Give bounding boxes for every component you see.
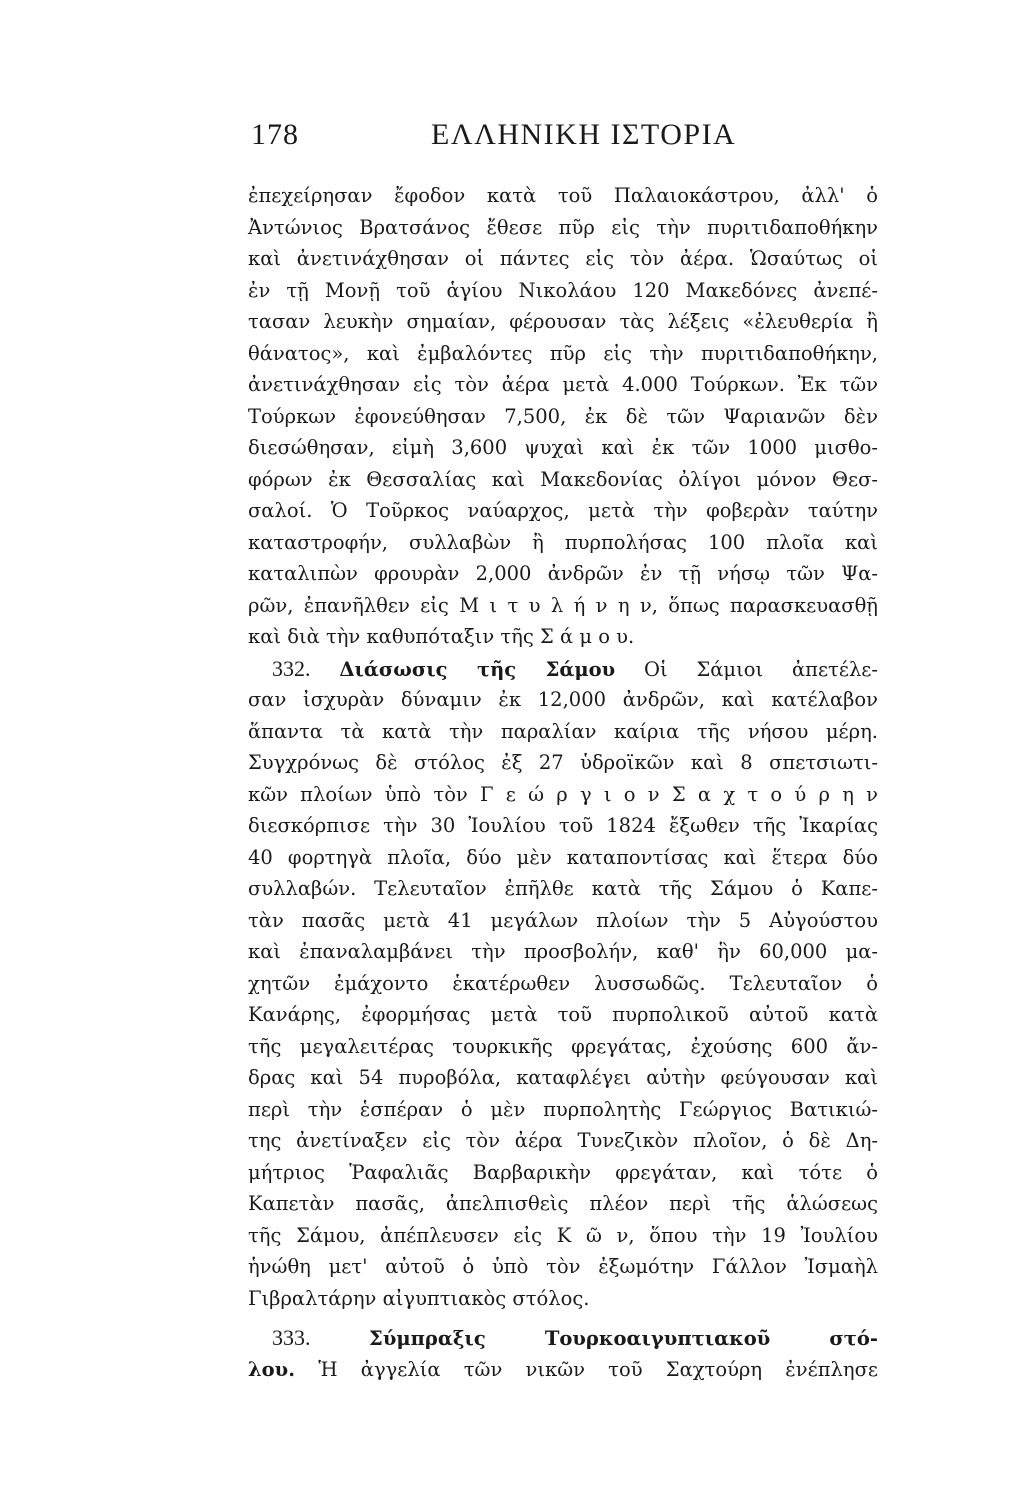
text-line: ἡνώθη μετ' αὐτοῦ ὁ ὑπὸ τὸν ἐξωμότην Γάλλον Ἰσμαὴλ (248, 1255, 878, 1278)
text-line: καὶ ἀνετινάχθησαν οἱ πάντες εἰς τὸν ἀέρα. Ὡσαύτως οἱ (248, 247, 878, 270)
text-line: ἐπεχείρησαν ἔφοδον κατὰ τοῦ Παλαιοκάστρου, ἀλλ' ὁ (248, 184, 878, 207)
text-line: Γιβραλτάρην αἰγυπτιακὸς στόλος. (248, 1286, 590, 1310)
section-text: Οἱ Σάμιοι ἀπετέλε- (644, 657, 879, 681)
section-title: Σύμπραξις Τουρκοαιγυπτιακοῦ στό- (369, 1327, 879, 1350)
section-333-second-line (248, 1354, 878, 1386)
text-line: Συγχρόνως δὲ στόλος ἐξ 27 ὑδροϊκῶν καὶ 8 σπετσιωτι- (248, 751, 878, 774)
text-line: χητῶν ἐμάχοντο ἑκατέρωθεν λυσσωδῶς. Τελευταῖον ὁ (248, 971, 878, 995)
section-333-heading-line (248, 1322, 878, 1354)
text-line: Κανάρης, ἐφορμήσας μετὰ τοῦ πυρπολικοῦ αὐτοῦ κατὰ (248, 1003, 878, 1026)
text-line: σαν ἰσχυρὰν δύναμιν ἐκ 12,000 ἀνδρῶν, καὶ κατέλαβον (248, 688, 878, 711)
text-line: τῆς Σάμου, ἀπέπλευσεν εἰς Κ ῶ ν, ὅπου τὴν 19 Ἰουλίου (248, 1223, 878, 1247)
text-line: τῆς μεγαλειτέρας τουρκικῆς φρεγάτας, ἐχούσης 600 ἄν- (248, 1034, 878, 1058)
text-line: Καπετὰν πασᾶς, ἀπελπισθεὶς πλέον περὶ τῆς ἁλώσεως (248, 1192, 878, 1215)
text-line: μήτριος Ῥαφαλιᾶς Βαρβαρικὴν φρεγάταν, καὶ τότε ὁ (248, 1160, 878, 1184)
section-title-continued: λου. (248, 1357, 295, 1381)
text-line: περὶ τὴν ἑσπέραν ὁ μὲν πυρπολητὴς Γεώργιος Βατικιώ- (248, 1097, 878, 1121)
section-number: 333. (272, 1325, 311, 1350)
text-line: της ἀνετίναξεν εἰς τὸν ἀέρα Τυνεζικὸν πλοῖον, ὁ δὲ Δη- (248, 1129, 878, 1152)
text-line: καταστροφήν, συλλαβὼν ἢ πυρπολήσας 100 πλοῖα καὶ (248, 530, 878, 554)
text-line: διεσώθησαν, εἰμὴ 3,600 ψυχαὶ καὶ ἐκ τῶν 1000 μισθο- (248, 436, 878, 459)
text-line: σαλοί. Ὁ Τοῦρκος ναύαρχος, μετὰ τὴν φοβερὰν ταύτην (248, 499, 878, 522)
text-line: ἀνετινάχθησαν εἰς τὸν ἀέρα μετὰ 4.000 Τούρκων. Ἐκ τῶν (248, 373, 878, 396)
section-number: 332. (272, 655, 311, 681)
section-text: Ἡ ἀγγελία τῶν νικῶν τοῦ Σαχτούρη ἐνέπλησε (318, 1357, 878, 1381)
page-number: 178 (251, 118, 299, 151)
section-title: Διάσωσις τῆς Σάμου (339, 657, 616, 681)
text-line: 40 φορτηγὰ πλοῖα, δύο μὲν καταποντίσας καὶ ἕτερα δύο (248, 845, 878, 869)
text-line: φόρων ἐκ Θεσσαλίας καὶ Μακεδονίας ὀλίγοι μόνον Θεσ- (248, 467, 878, 491)
text-line: συλλαβών. Τελευταῖον ἐπῆλθε κατὰ τῆς Σάμου ὁ Καπε- (248, 877, 878, 900)
text-line: κῶν πλοίων ὑπὸ τὸν Γ ε ώ ρ γ ι ο ν Σ α χ τ ο ύ ρ η ν (248, 782, 878, 806)
text-line: Ἀντώνιος Βρατσάνος ἔθεσε πῦρ εἰς τὴν πυριτιδαποθήκην (248, 215, 878, 239)
text-line: δρας καὶ 54 πυροβόλα, καταφλέγει αὐτὴν φεύγουσαν καὶ (248, 1066, 878, 1089)
text-line: καὶ διὰ τὴν καθυπόταξιν τῆς Σ ά μ ο υ. (248, 625, 635, 648)
text-line: διεσκόρπισε τὴν 30 Ἰουλίου τοῦ 1824 ἔξωθεν τῆς Ἰκαρίας (248, 814, 878, 837)
text-line: θάνατος», καὶ ἐμβαλόντες πῦρ εἰς τὴν πυριτιδαποθήκην, (248, 341, 878, 365)
running-title: ΕΛΛΗΝΙΚΗ ΙΣΤΟΡΙΑ (431, 118, 737, 151)
section-332-heading-line (248, 653, 878, 685)
text-line: καὶ ἐπαναλαμβάνει τὴν προσβολήν, καθ' ἣν 60,000 μα- (248, 940, 878, 963)
text-line: ἅπαντα τὰ κατὰ τὴν παραλίαν καίρια τῆς νήσου μέρη. (248, 719, 878, 743)
text-line: ρῶν, ἐπανῆλθεν εἰς Μ ι τ υ λ ή ν η ν, ὅπως παρασκευασθῇ (248, 593, 878, 617)
text-line: Τούρκων ἐφονεύθησαν 7,500, ἐκ δὲ τῶν Ψαριανῶν δὲν (248, 404, 878, 428)
text-line: τὰν πασᾶς μετὰ 41 μεγάλων πλοίων τὴν 5 Αὐγούστου (248, 908, 878, 932)
page-header (251, 118, 771, 158)
text-line: καταλιπὼν φρουρὰν 2,000 ἀνδρῶν ἐν τῇ νήσῳ τῶν Ψα- (248, 562, 878, 585)
text-line: τασαν λευκὴν σημαίαν, φέρουσαν τὰς λέξεις «ἐλευθερία ἢ (248, 310, 878, 333)
text-line: ἐν τῇ Μονῇ τοῦ ἁγίου Νικολάου 120 Μακεδόνες ἀνεπέ- (248, 278, 878, 302)
body-text (248, 180, 878, 1385)
